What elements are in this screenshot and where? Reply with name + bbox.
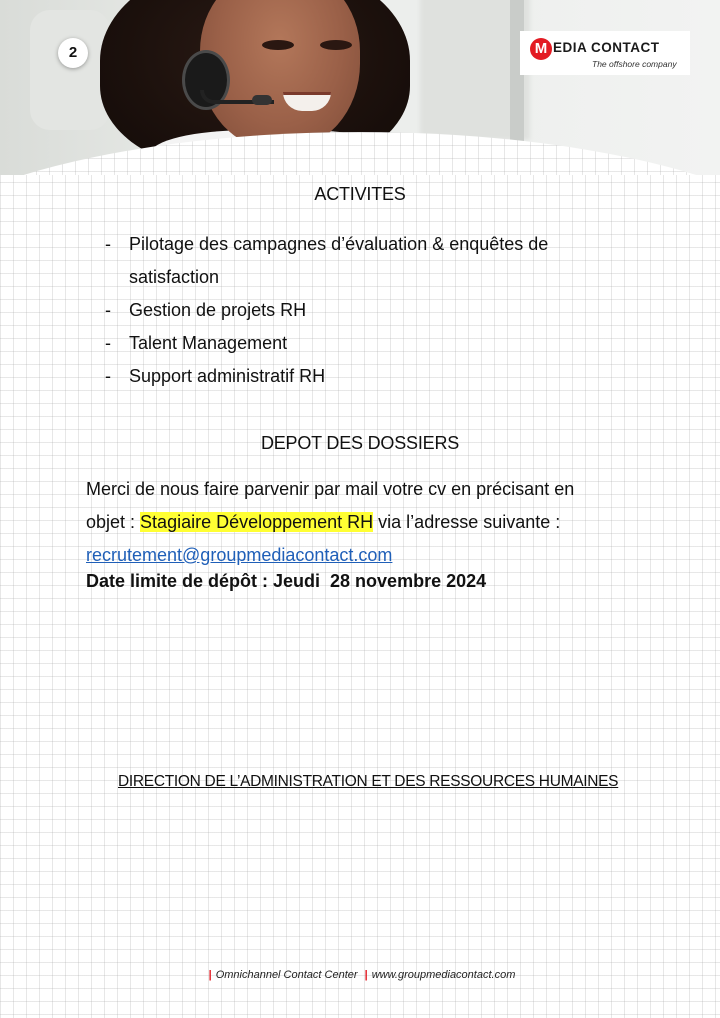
depot-heading: DEPOT DES DOSSIERS xyxy=(260,433,460,453)
page-number-badge: 2 xyxy=(58,38,88,68)
instructions-prefix: objet : xyxy=(86,512,141,532)
footer-website[interactable]: www.groupmediacontact.com xyxy=(371,969,516,981)
instructions-line1: Merci de nous faire parvenir par mail votre cv en précisant en xyxy=(86,479,575,499)
footer-separator: | xyxy=(364,969,368,981)
depot-instructions xyxy=(86,473,646,572)
list-item xyxy=(105,228,609,294)
list-item-text: Pilotage des campagnes d’évaluation & enquêtes de xyxy=(129,234,549,254)
logo-initial: M xyxy=(530,38,552,60)
activities-list xyxy=(105,228,609,393)
logo-tagline: The offshore company xyxy=(592,59,677,69)
highlighted-subject: Stagiaire Développement RH xyxy=(140,512,374,532)
list-item-text: Talent Management xyxy=(129,333,288,353)
list-item-text: Support administratif RH xyxy=(129,366,326,386)
list-item xyxy=(105,327,609,360)
direction-signature: DIRECTION DE L’ADMINISTRATION ET DES RESSOURCES HUMAINES xyxy=(118,773,619,790)
instructions-suffix: via l’adresse suivante : xyxy=(373,512,561,532)
bullet-dash: - xyxy=(105,234,111,254)
footer-separator: | xyxy=(208,969,212,981)
page-footer xyxy=(0,969,720,981)
bullet-dash: - xyxy=(105,300,111,320)
deadline-text: Date limite de dépôt : Jeudi 28 novembre 2024 xyxy=(86,571,487,591)
bullet-dash: - xyxy=(105,333,111,353)
list-item-text-cont: satisfaction xyxy=(129,267,220,287)
list-item xyxy=(105,360,609,393)
activities-heading: ACTIVITES xyxy=(314,184,406,204)
logo-name: EDIA CONTACT xyxy=(553,40,660,55)
list-item-text: Gestion de projets RH xyxy=(129,300,307,320)
bullet-dash: - xyxy=(105,366,111,386)
list-item xyxy=(105,294,609,327)
footer-tagline: Omnichannel Contact Center xyxy=(215,969,358,981)
email-link[interactable]: recrutement@groupmediacontact.com xyxy=(86,545,393,565)
